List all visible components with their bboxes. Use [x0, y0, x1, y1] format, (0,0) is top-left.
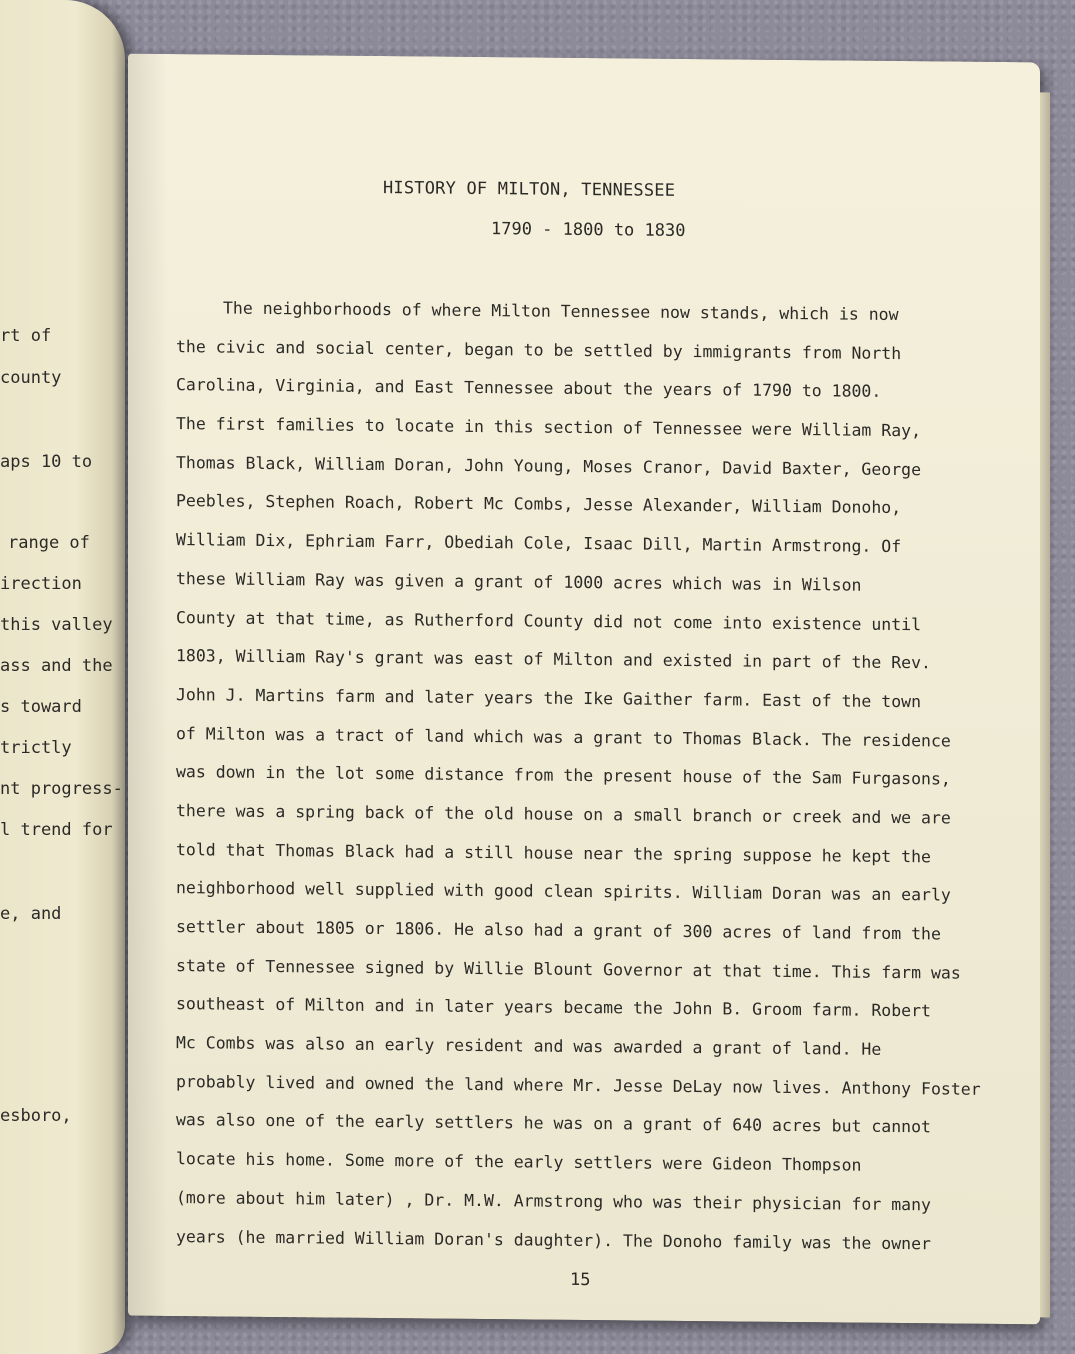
left-page-text: ass and the	[0, 656, 113, 676]
left-page-text: esboro,	[0, 1106, 72, 1126]
text-line: told that Thomas Black had a still house near the spring suppose he kept the	[176, 839, 931, 866]
book-page	[128, 54, 1040, 1325]
left-page	[0, 0, 125, 1354]
left-page-text: this valley	[0, 615, 113, 635]
left-page-text: county	[0, 368, 62, 388]
text-line: 1803, William Ray's grant was east of Milton and existed in part of the Rev.	[176, 646, 931, 673]
left-page-text: range of	[8, 533, 90, 553]
text-line: The first families to locate in this section of Tennessee were William Ray,	[176, 414, 922, 441]
text-line: The neighborhoods of where Milton Tennessee now stands, which is now	[223, 298, 899, 325]
text-line: County at that time, as Rutherford County did not come into existence until	[176, 607, 922, 634]
text-line: probably lived and owned the land where Mr. Jesse DeLay now lives. Anthony Foster	[176, 1071, 981, 1099]
text-line: these William Ray was given a grant of 1000 acres which was in Wilson	[176, 568, 862, 595]
text-line: the civic and social center, began to be settled by immigrants from North	[176, 336, 902, 363]
text-line: Thomas Black, William Doran, John Young, Moses Cranor, David Baxter, George	[176, 452, 922, 479]
page-edge	[1040, 92, 1050, 1317]
left-page-text: rt of	[0, 326, 52, 346]
text-line: John J. Martins farm and later years the Ike Gaither farm. East of the town	[176, 684, 922, 712]
text-line: was also one of the early settlers he was on a grant of 640 acres but cannot	[176, 1110, 931, 1137]
left-page-text: s toward	[0, 697, 82, 717]
text-line: Mc Combs was also an early resident and was awarded a grant of land. He	[176, 1033, 882, 1059]
text-line: of Milton was a tract of land which was a grant to Thomas Black. The residence	[176, 723, 951, 751]
body-text	[176, 289, 981, 1264]
text-line: was down in the lot some distance from the present house of the Sam Furgasons,	[176, 762, 951, 789]
left-page-text: trictly	[0, 738, 72, 758]
left-page-text: nt progress-	[0, 779, 123, 799]
text-line: there was a spring back of the old house on a small branch or creek and we are	[176, 801, 951, 828]
text-line: Carolina, Virginia, and East Tennessee about the years of 1790 to 1800.	[176, 375, 882, 402]
left-page-text: e, and	[0, 904, 62, 924]
left-page-text: irection	[0, 574, 82, 594]
text-line: (more about him later) , Dr. M.W. Armstrong who was their physician for many	[176, 1187, 931, 1215]
text-line: settler about 1805 or 1806. He also had a grant of 300 acres of land from the	[176, 917, 941, 944]
page-subtitle-dates: 1790 - 1800 to 1830	[491, 219, 686, 241]
text-line: neighborhood well supplied with good clean spirits. William Doran was an early	[176, 878, 951, 905]
text-line: Peebles, Stephen Roach, Robert Mc Combs, Jesse Alexander, William Donoho,	[176, 491, 902, 518]
left-page-text: aps 10 to	[0, 452, 93, 472]
text-line: William Dix, Ephriam Farr, Obediah Cole, Isaac Dill, Martin Armstrong. Of	[176, 530, 902, 557]
page-title: HISTORY OF MILTON, TENNESSEE	[383, 178, 676, 201]
text-line: locate his home. Some more of the early settlers were Gideon Thompson	[176, 1149, 862, 1175]
text-line: southeast of Milton and in later years became the John B. Groom farm. Robert	[176, 994, 931, 1021]
left-page-text: l trend for	[0, 820, 113, 840]
page-number: 15	[570, 1269, 591, 1291]
text-line: state of Tennessee signed by Willie Blount Governor at that time. This farm was	[176, 955, 961, 983]
text-line: years (he married William Doran's daughter). The Donoho family was the owner	[176, 1226, 931, 1253]
